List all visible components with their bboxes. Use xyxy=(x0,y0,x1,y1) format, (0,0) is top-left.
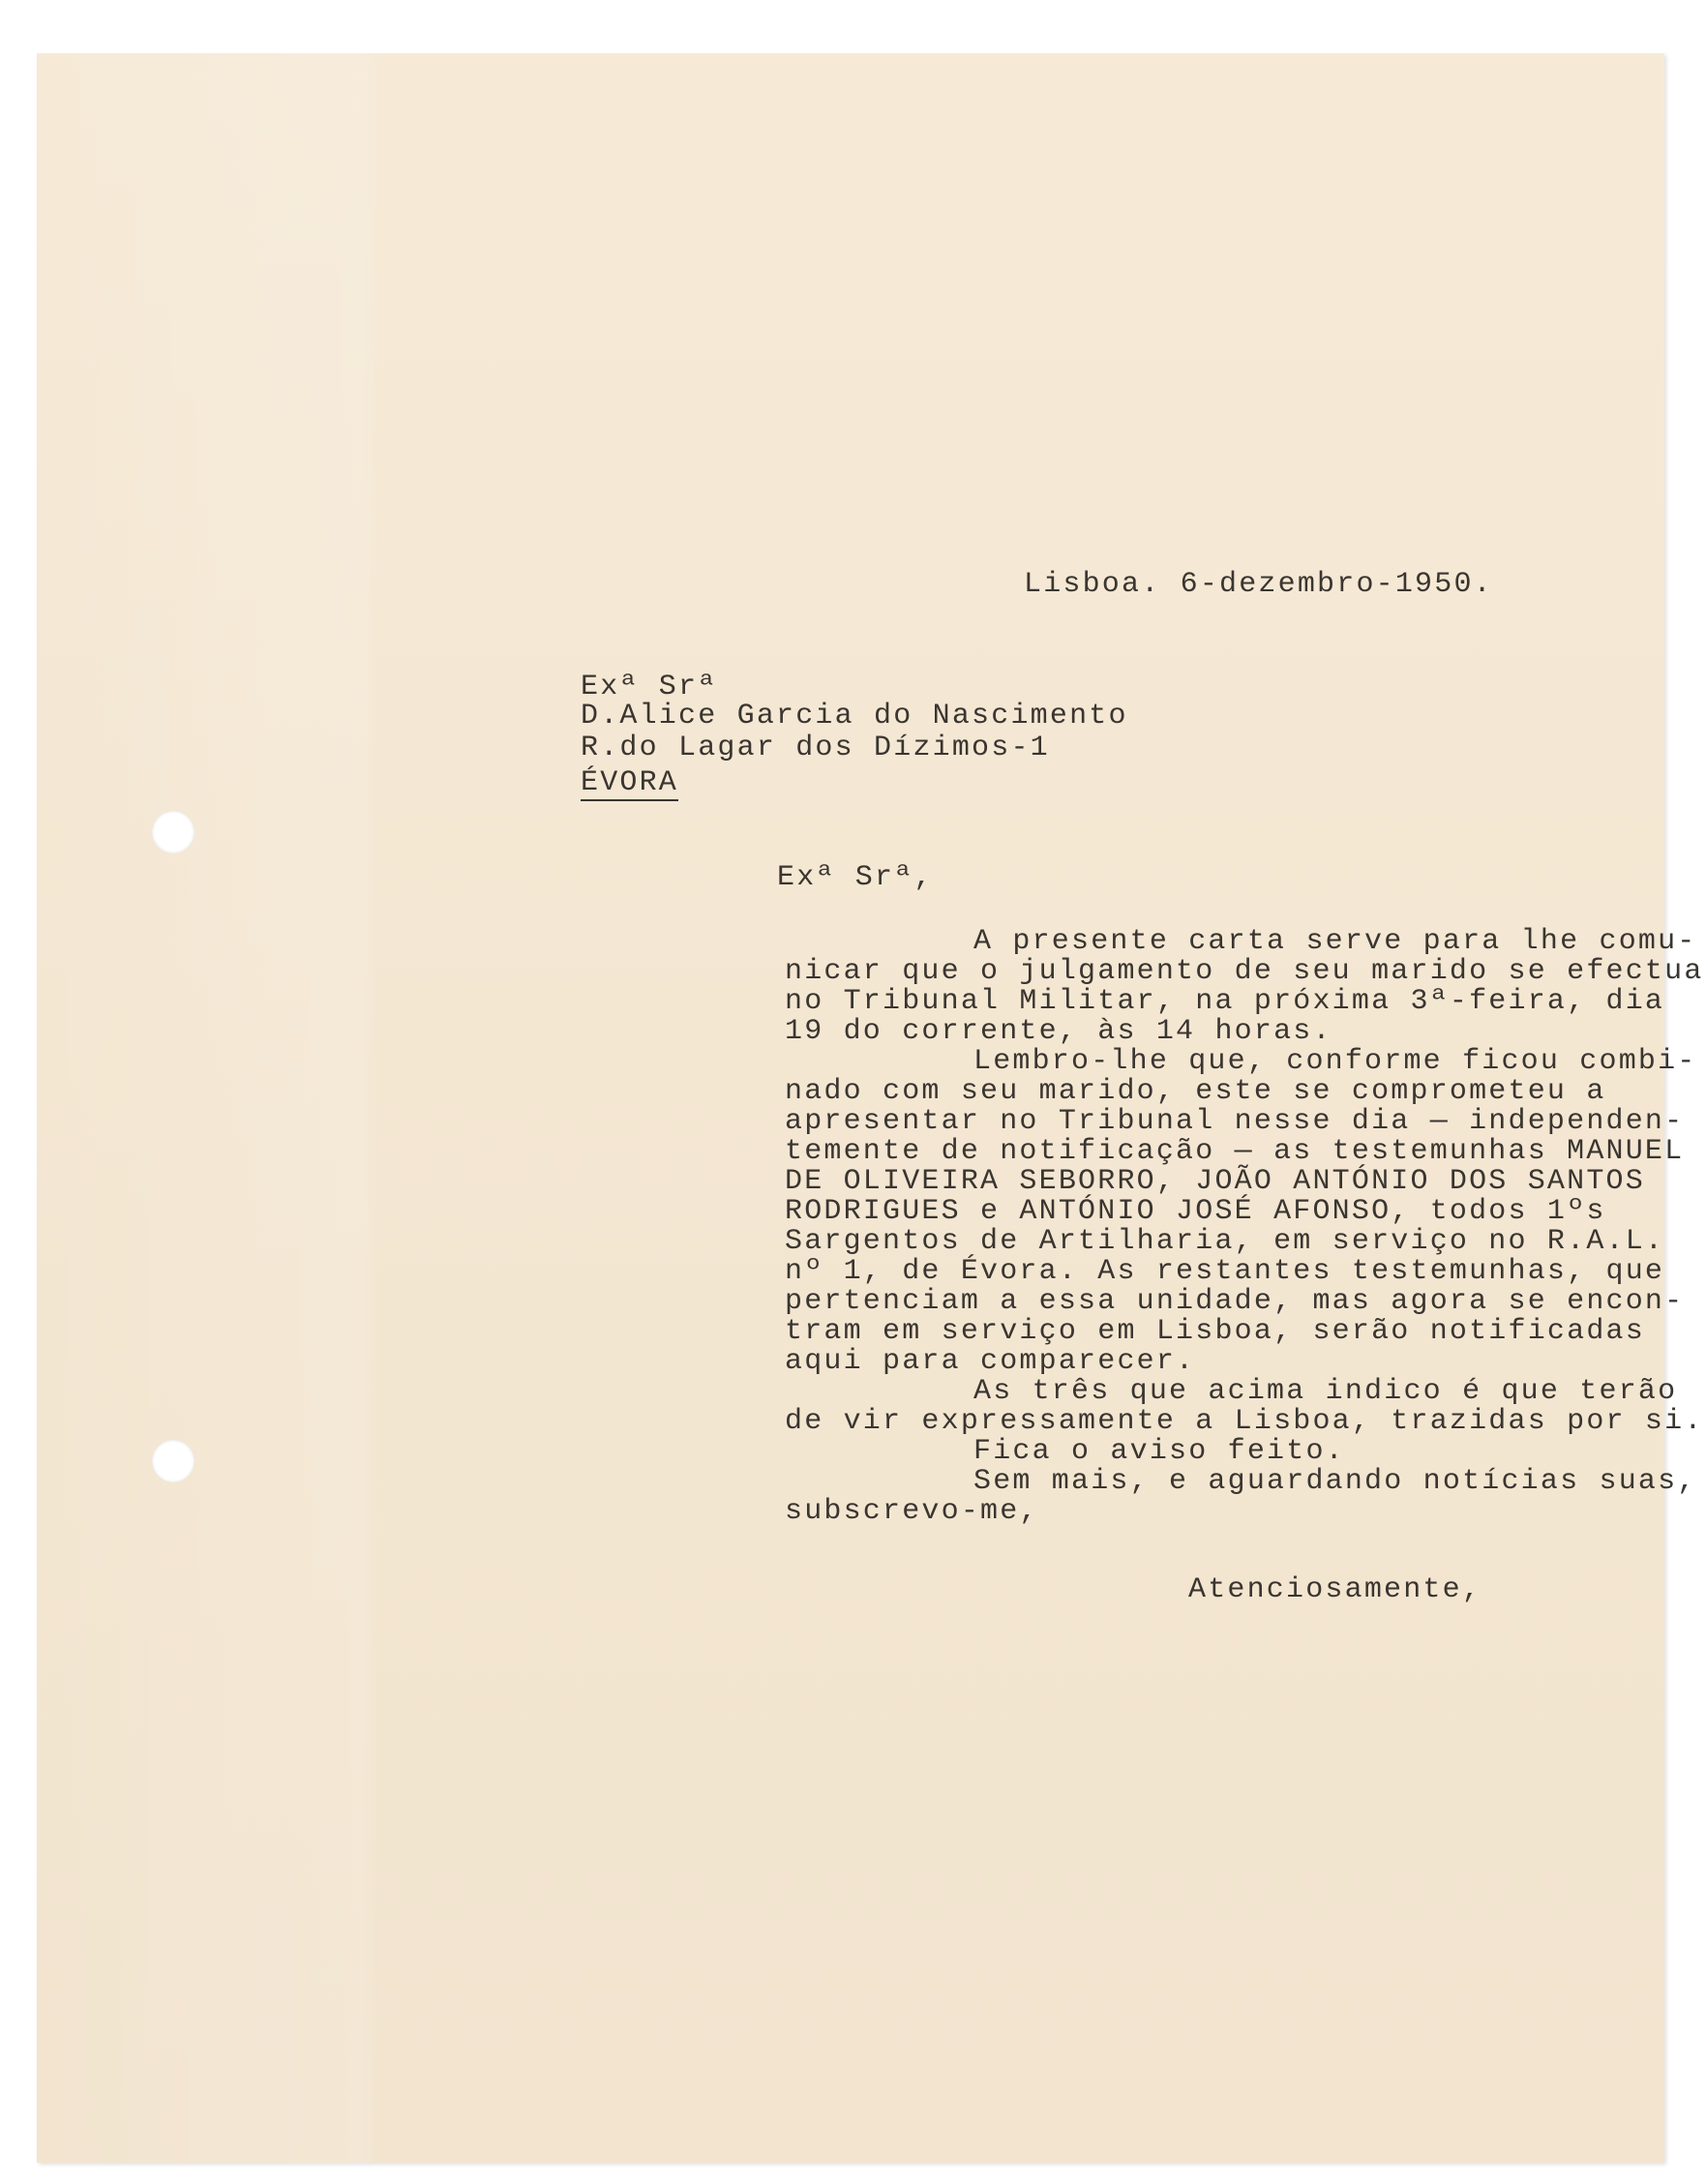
body-line: nicar que o julgamento de seu marido se efectua xyxy=(785,955,1704,988)
salutation: Exª Srª, xyxy=(777,861,934,894)
body-line: aqui para comparecer. xyxy=(785,1345,1196,1378)
body-line: de vir expressamente a Lisboa, trazidas por si. xyxy=(785,1405,1704,1438)
body-line: nº 1, de Évora. As restantes testemunhas, que xyxy=(785,1255,1665,1288)
body-line: pertenciam a essa unidade, mas agora se encon- xyxy=(785,1285,1685,1318)
body-line: As três que acima indico é que terão xyxy=(973,1375,1678,1408)
letter-date: Lisboa. 6-dezembro-1950. xyxy=(1024,568,1493,601)
body-line: A presente carta serve para lhe comu- xyxy=(973,925,1697,958)
recipient-street: R.do Lagar dos Dízimos-1 xyxy=(581,732,1050,764)
body-line: Sem mais, e aguardando notícias suas, xyxy=(973,1465,1697,1498)
body-line: 19 do corrente, às 14 horas. xyxy=(785,1015,1332,1048)
recipient-name: D.Alice Garcia do Nascimento xyxy=(581,700,1128,733)
body-line: DE OLIVEIRA SEBORRO, JOÃO ANTÓNIO DOS SANTOS xyxy=(785,1165,1645,1198)
letter-sheet xyxy=(37,53,1704,2163)
closing: Atenciosamente, xyxy=(1188,1573,1482,1606)
body-line: temente de notificação — as testemunhas MANUEL xyxy=(785,1135,1685,1168)
body-line: apresentar no Tribunal nesse dia — independen- xyxy=(785,1105,1685,1138)
body-line: nado com seu marido, este se comprometeu a xyxy=(785,1075,1606,1108)
punch-hole-top xyxy=(152,811,195,853)
body-line: subscrevo-me, xyxy=(785,1495,1039,1528)
punch-hole-bottom xyxy=(152,1440,195,1482)
body-line: Sargentos de Artilharia, em serviço no R.A.L. xyxy=(785,1225,1665,1258)
body-line: Fica o aviso feito. xyxy=(973,1435,1345,1468)
body-line: no Tribunal Militar, na próxima 3ª-feira, dia xyxy=(785,985,1665,1018)
body-line: RODRIGUES e ANTÓNIO JOSÉ AFONSO, todos 1ºs xyxy=(785,1195,1606,1228)
body-line: Lembro-lhe que, conforme ficou combi- xyxy=(973,1045,1697,1078)
body-line: tram em serviço em Lisboa, serão notificadas xyxy=(785,1315,1645,1348)
recipient-city: ÉVORA xyxy=(581,766,679,799)
recipient-title: Exª Srª xyxy=(581,671,718,703)
